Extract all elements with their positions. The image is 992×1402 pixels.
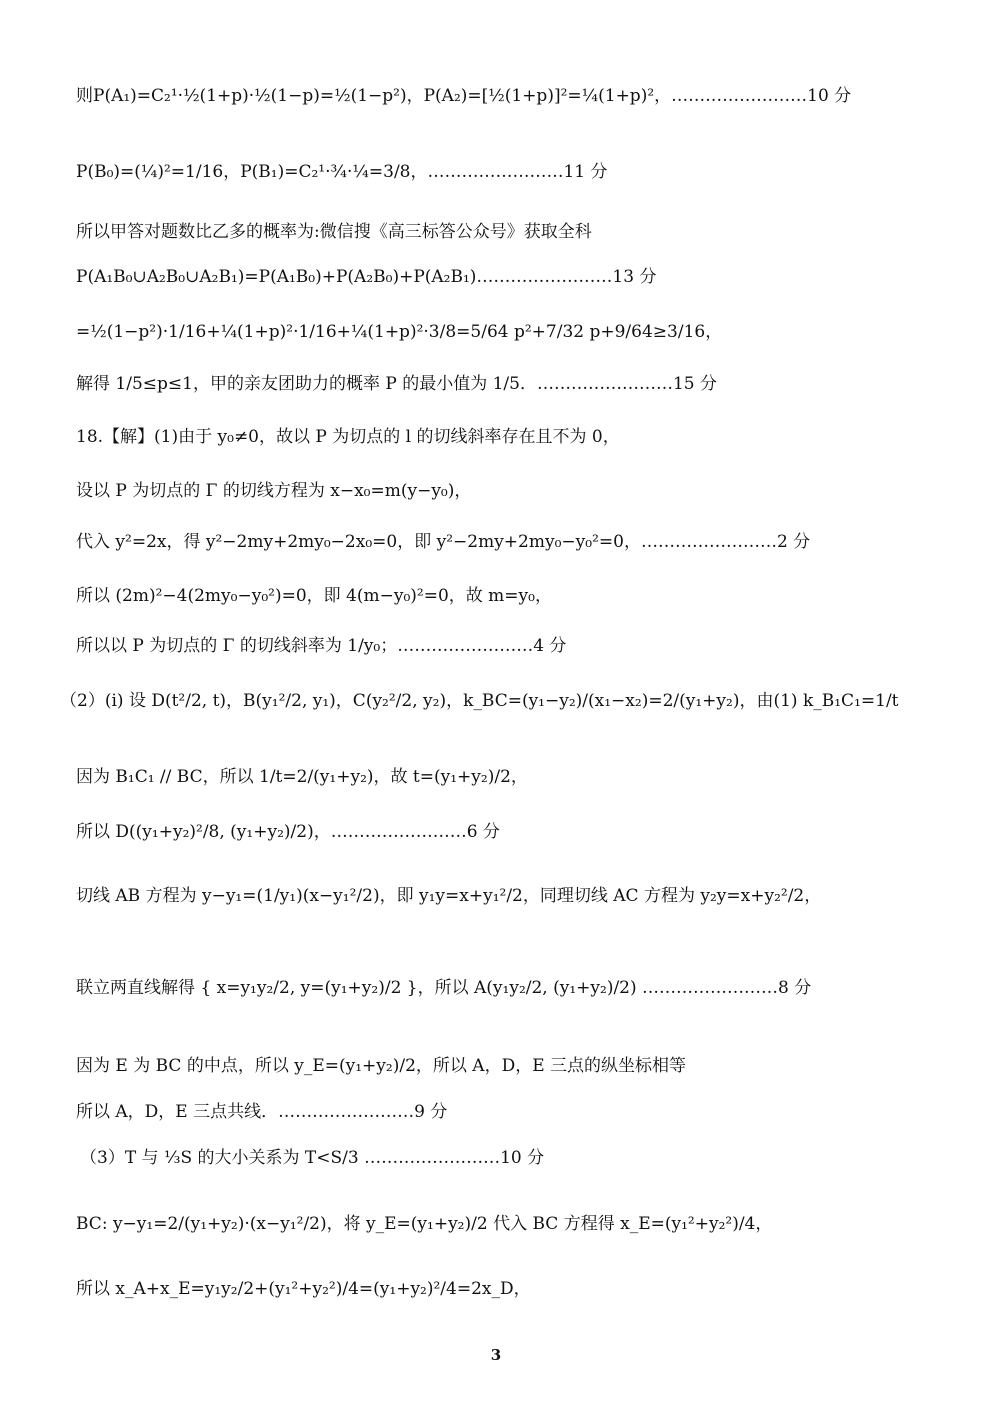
line-solution: 解得 1/5≤p≤1，甲的亲友团助力的概率 P 的最小值为 1/5．……………………15 分 [76,374,717,394]
line-slope: 所以以 P 为切点的 Γ 的切线斜率为 1/y₀；……………………4 分 [76,636,567,656]
line-expansion: =½(1−p²)·1/16+¼(1+p)²·1/16+¼(1+p)²·3/8=5/64 p²+7/32 p+9/64≥3/16， [76,322,723,342]
line-midpoint: 因为 E 为 BC 的中点，所以 y_E=(y₁+y₂)/2，所以 A，D，E 三点的纵坐标相等 [76,1056,687,1076]
page-number: 3 [490,1346,502,1364]
line-point-d: 所以 D((y₁+y₂)²/8, (y₁+y₂)/2)，……………………6 分 [76,822,500,842]
line-q18-start: 18.【解】(1)由于 y₀≠0，故以 P 为切点的 l 的切线斜率存在且不为 0， [76,427,620,447]
line-text-1: 所以甲答对题数比乙多的概率为:微信搜《高三标答公众号》获取全科 [76,222,592,242]
line-bc: BC: y−y₁=2/(y₁+y₂)·(x−y₁²/2)，将 y_E=(y₁+y₂)/2 代入 BC 方程得 x_E=(y₁²+y₂²)/4， [76,1214,773,1234]
line-part3: （3）T 与 ⅓S 的大小关系为 T<S/3 ……………………10 分 [80,1148,545,1168]
line-system: 联立两直线解得 { x=y₁y₂/2, y=(y₁+y₂)/2 }，所以 A(y₁y₂/2, (y₁+y₂)/2) ……………………8 分 [76,978,812,998]
line-substitute: 代入 y²=2x，得 y²−2my+2my₀−2x₀=0，即 y²−2my+2my₀−y₀²=0，……………………2 分 [76,532,811,552]
line-prob-a: 则P(A₁)=C₂¹·½(1+p)·½(1−p)=½(1−p²)，P(A₂)=[½(1+p)]²=¼(1+p)²，……………………10 分 [76,86,852,106]
line-parallel: 因为 B₁C₁ // BC，所以 1/t=2/(y₁+y₂)，故 t=(y₁+y₂)/2， [76,767,528,787]
line-sum: 所以 x_A+x_E=y₁y₂/2+(y₁²+y₂²)/4=(y₁+y₂)²/4=2x_D， [76,1279,531,1299]
line-collinear: 所以 A，D，E 三点共线．……………………9 分 [76,1102,448,1122]
line-prob-b: P(B₀)=(¼)²=1/16，P(B₁)=C₂¹·¾·¼=3/8，……………………11 分 [76,162,608,182]
line-union: P(A₁B₀∪A₂B₀∪A₂B₁)=P(A₁B₀)+P(A₂B₀)+P(A₂B₁)……………………13 分 [76,267,657,287]
line-tangent-ab: 切线 AB 方程为 y−y₁=(1/y₁)(x−y₁²/2)，即 y₁y=x+y₁²/2，同理切线 AC 方程为 y₂y=x+y₂²/2， [76,886,822,906]
line-part2: （2）(i) 设 D(t²/2, t)，B(y₁²/2, y₁)，C(y₂²/2, y₂)，k_BC=(y₁−y₂)/(x₁−x₂)=2/(y₁+y₂)，由(1) k_B₁C₁=1/t [60,691,899,711]
line-tangent-eq: 设以 P 为切点的 Γ 的切线方程为 x−x₀=m(y−y₀)， [76,481,472,501]
line-discriminant: 所以 (2m)²−4(2my₀−y₀²)=0，即 4(m−y₀)²=0，故 m=y₀， [76,586,552,606]
